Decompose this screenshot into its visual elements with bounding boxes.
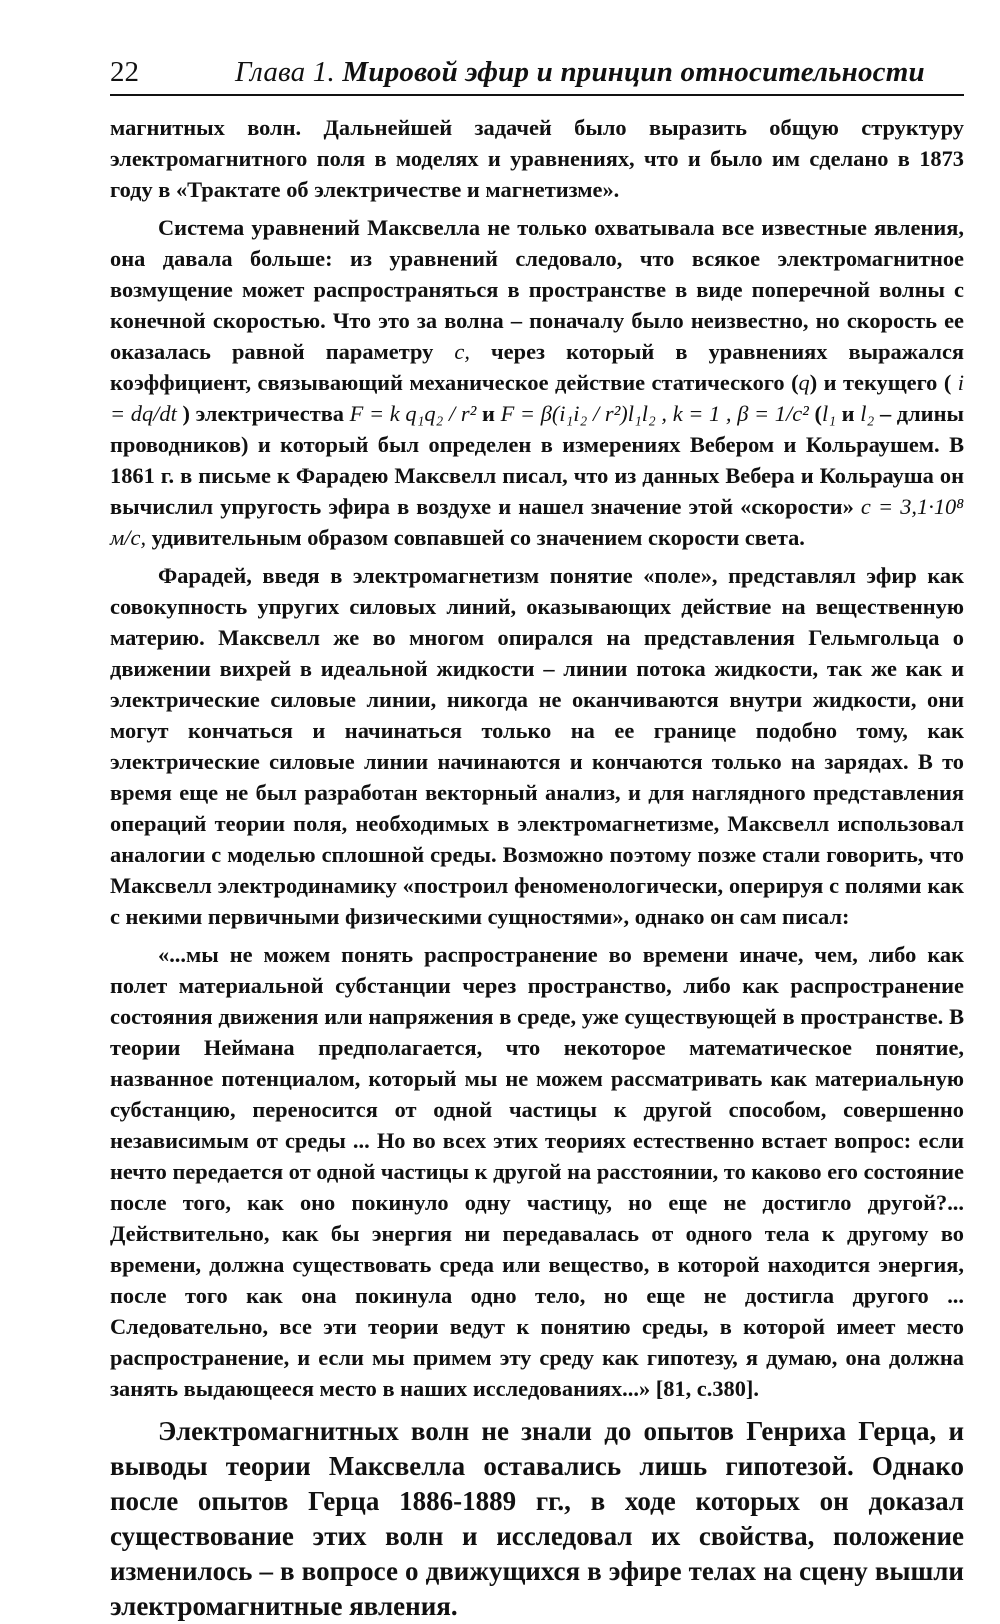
running-header bbox=[110, 48, 964, 96]
current-formula: i = dq/dt bbox=[110, 370, 964, 426]
chapter-label: Глава bbox=[235, 56, 306, 88]
and-word: и bbox=[482, 401, 495, 426]
maxwell-intro: Система уравнений Максвелла не только охватывала все известные явления, она давала больше: из уравнений следовало, что всякое электромагнитное возмущение может распространяться в пространстве в виде поперечной волны с конечной скоростью. Что это за волна – поначалу было неизвестно, но скорость ее оказалась равной параметру bbox=[110, 215, 964, 364]
quotation: «...мы не можем понять распространение во времени иначе, чем, либо как полет материальной субстанции через пространство, либо как распространение состояния движения или напряжения в среде, уже существующей в пространстве. В теории Неймана предполагается, что некоторое математическое понятие, названное потенциалом, который мы не можем рассматривать как материальную субстанцию, переносится от одной частицы к другой способом, совершенно независимым от среды ... Но во всех этих теориях естественно встает вопрос: если нечто передается от одной частицы к другой на расстоянии, то каково его состояние после того, как оно покинуло одну частицу, но еще не достигло другой?... Действительно, как бы энергия ни передавалась от одного тела к другому во времени, должна существовать среда или вещество, в которой находится энергия, после того как она покинула одно тело, но еще не достигла другого ... Следовательно, все эти теории ведут к понятию среды, в которой имеет место распространение, и если мы примем эту среду как гипотезу, я думаю, она должна занять выдающееся место в наших исследованиях...» [81, с.380]. bbox=[110, 942, 964, 1401]
and-word-2: и bbox=[841, 401, 855, 426]
paragraph: Электромагнитных волн не знали до опытов Генриха Герца, и выводы теории Максвелла оставались лишь гипотезой. Однако после опытов Герца 1886-1889 гг., в ходе которых он доказал существование этих волн и исследовал их свойства, положение изменилось – в вопросе о движущихся в эфире телах на сцену вышли электромагнитные явления. bbox=[110, 1416, 964, 1621]
length-l1: l₁ bbox=[821, 401, 836, 426]
lengths-open-paren: ( bbox=[814, 401, 822, 426]
speed-value: c = 3,1·10⁸ м/с, bbox=[110, 494, 964, 550]
charge-symbol: q bbox=[798, 370, 810, 395]
parameter-c: c, bbox=[454, 339, 470, 364]
ampere-formula: F = β(i₁i₂ / r²)l₁l₂ , bbox=[500, 401, 668, 426]
maxwell-current-text: ) и текущего ( bbox=[809, 370, 952, 395]
speed-of-light-text: удивительным образом совпавшей со значением скорости света. bbox=[151, 525, 805, 550]
body-text bbox=[110, 112, 964, 1404]
weber-kohlrausch-text: проводников) и который был определен в измерениях Вебером и Кольраушем. В 1861 г. в письме к Фарадею Максвелл писал, что из данных Вебера и Кольрауша он вычислил упругость эфира в воздухе и нашел значение этой «скорости» bbox=[110, 432, 964, 519]
paragraph: магнитных волн. Дальнейшей задачей было выразить общую структуру электромагнитного поля в моделях и уравнениях, что и было им сделано в 1873 году в «Трактате об электричестве и магнетизме». bbox=[110, 115, 964, 202]
electricity-word: электричества bbox=[195, 401, 344, 426]
maxwell-close-paren: ) bbox=[182, 401, 190, 426]
length-l2: l₂ bbox=[860, 401, 875, 426]
chapter-heading bbox=[235, 56, 925, 89]
k-formula: k = 1 , bbox=[672, 401, 732, 426]
chapter-number: 1. bbox=[312, 56, 335, 88]
beta-formula: β = 1/c² bbox=[737, 401, 809, 426]
paragraph: Фарадей, введя в электромагнетизм понятие «поле», представлял эфир как совокупность упругих силовых линий, оказывающих действие на вещественную материю. Максвелл же во многом опирался на представления Гельмгольца о движении вихрей в идеальной жидкости – линии потока жидкости, так же как и электрические силовые линии, никогда не оканчиваются внутри жидкости, они могут кончаться и начинаться только на ее границе подобно тому, как электрические силовые линии начинаются и кончаются только на зарядах. В то время еще не был разработан векторный анализ, и для наглядного представления операций теории поля, необходимых в электромагнетизме, Максвелл использовал аналогии с моделью сплошной среды. Возможно поэтому позже стали говорить, что Максвелл электродинамику «построил феноменологически, оперируя с полями как с некими первичными физическими сущностями», однако он сам писал: bbox=[110, 563, 964, 929]
book-page bbox=[110, 48, 964, 1624]
chapter-title: Мировой эфир и принцип относительности bbox=[342, 56, 925, 88]
maxwell-paragraph bbox=[110, 212, 964, 553]
maxwell-coefficient-text: через который в уравнениях выражался коэффициент, связывающий механическое действие статического ( bbox=[110, 339, 964, 395]
final-paragraph bbox=[110, 1414, 964, 1624]
coulomb-formula: F = k q₁q₂ / r² bbox=[349, 401, 477, 426]
page-number: 22 bbox=[110, 56, 139, 88]
lengths-word: – длины bbox=[879, 401, 964, 426]
